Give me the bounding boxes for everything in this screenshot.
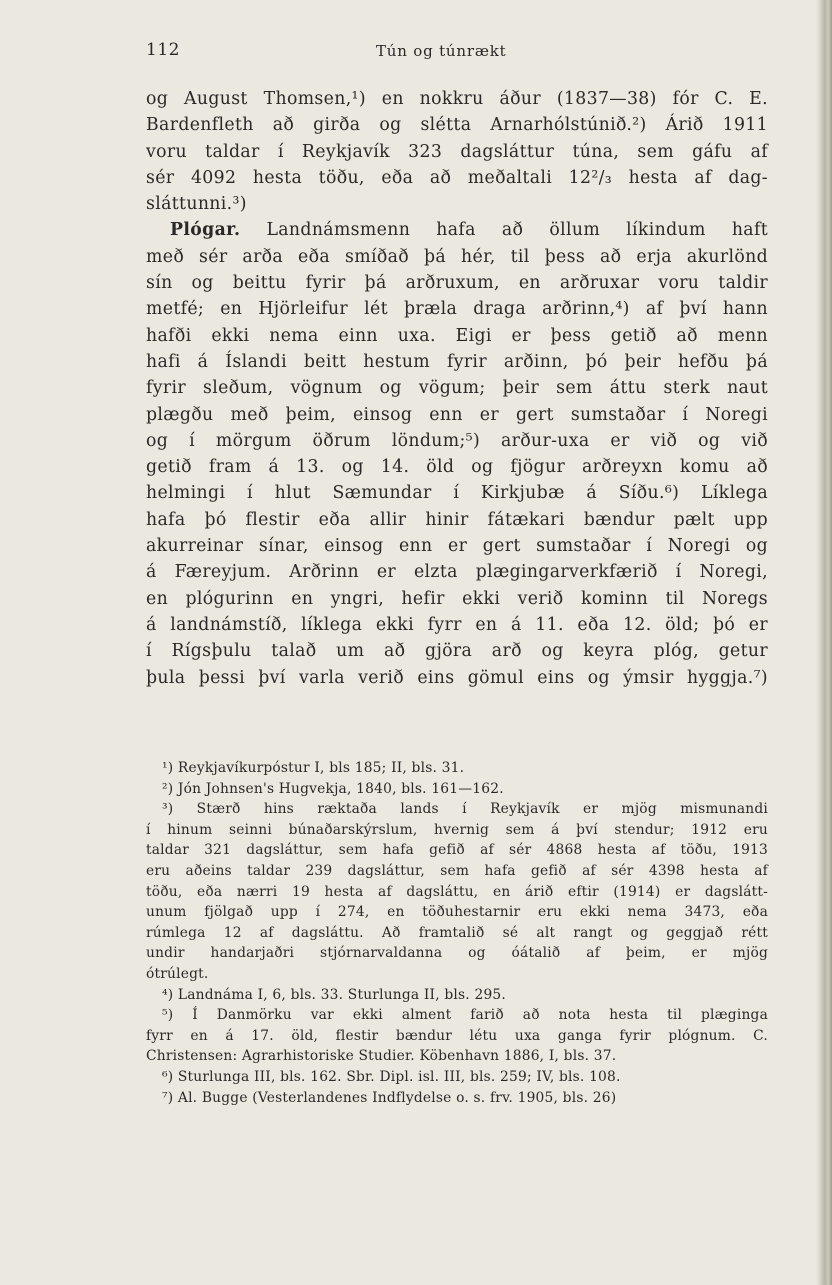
- page-edge: [820, 0, 832, 1285]
- footnote-line: taldar 321 dagsláttur, sem hafa gefið af sér 4868 hesta af töðu, 1913: [146, 842, 768, 859]
- footnote-line: eru aðeins taldar 239 dagsláttur, sem hafa gefið af sér 4398 hesta af: [146, 862, 768, 879]
- body-line: hafi á Íslandi beitt hestum fyrir arðinn, þó þeir hefðu þá: [146, 351, 768, 372]
- body-line: og August Thomsen,¹) en nokkru áður (1837—38) fór C. E.: [146, 89, 768, 109]
- body-line: getið fram á 13. og 14. öld og fjögur arðreyxn komu að: [146, 457, 768, 478]
- footnote-line: fyrr en á 17. öld, flestir bændur létu uxa ganga fyrir plógnum. C.: [146, 1027, 768, 1044]
- body-line: fyrir sleðum, vögnum og vögum; þeir sem áttu sterk naut: [146, 378, 768, 399]
- footnote-line: ¹) Reykjavíkurpóstur I, bls 185; II, bls. 31.: [162, 760, 465, 776]
- section-lead-word: Plógar.: [170, 220, 241, 241]
- page-header: [146, 40, 762, 66]
- body-line: í Rígsþulu talað um að gjöra arð og keyra plóg, getur: [146, 641, 768, 662]
- footnote-line: ²) Jón Johnsen's Hugvekja, 1840, bls. 161—162.: [162, 780, 504, 797]
- footnote-line: í hinum seinni búnaðarskýrslum, hvernig sem á því stendur; 1912 eru: [146, 821, 768, 838]
- body-text: [146, 86, 768, 691]
- footnote-line: Christensen: Agrarhistoriske Studier. Köbenhavn 1886, I, bls. 37.: [146, 1048, 617, 1065]
- body-line: helmingi í hlut Sæmundar í Kirkjubæ á Síðu.⁶) Líklega: [146, 483, 768, 504]
- body-line: hafa þó flestir eða allir hinir fátækari bændur pælt upp: [146, 509, 768, 530]
- body-line: þula þessi því varla verið eins gömul eins og ýmsir hyggja.⁷): [146, 667, 768, 688]
- body-line: akurreinar sínar, einsog enn er gert sumstaðar í Noregi og: [146, 536, 768, 557]
- footnote-line: ⁵) Í Danmörku var ekki alment farið að nota hesta til plæginga: [162, 1007, 768, 1024]
- body-line: á Færeyjum. Arðrinn er elzta plægingarverkfærið í Noregi,: [146, 562, 768, 583]
- body-line: plægðu með þeim, einsog enn er gert sumstaðar í Noregi: [146, 404, 768, 425]
- footnote-line: töðu, eða nærri 19 hesta af dagsláttu, en árið eftir (1914) er dagslátt-: [146, 883, 768, 900]
- body-line: sláttunni.³): [146, 194, 247, 215]
- footnote-line: ³) Stærð hins ræktaða lands í Reykjavík er mjög mismunandi: [162, 801, 768, 818]
- footnote-line: ótrúlegt.: [146, 965, 209, 982]
- body-line: sér 4092 hesta töðu, eða að meðaltali 12²/₃ hesta af dag-: [146, 167, 768, 188]
- body-line: en plógurinn en yngri, hefir ekki verið kominn til Noregs: [146, 588, 768, 609]
- body-line: metfé; en Hjörleifur lét þræla draga arðrinn,⁴) af því hann: [146, 299, 768, 320]
- body-line: Bardenfleth að girða og slétta Arnarhólstúnið.²) Árið 1911: [146, 115, 768, 136]
- page-number: 112: [146, 40, 180, 60]
- section-lead-line: Plógar. Landnámsmenn hafa að öllum líkindum haft: [170, 220, 768, 241]
- footnote-line: unum fjölgað upp í 274, en töðuhestarnir eru ekki nema 3473, eða: [146, 904, 768, 921]
- body-line: voru taldar í Reykjavík 323 dagsláttur túna, sem gáfu af: [146, 141, 768, 162]
- footnote-line: ⁴) Landnáma I, 6, bls. 33. Sturlunga II, bls. 295.: [162, 986, 506, 1003]
- footnote-line: undir handarjaðri stjórnarvaldanna og óátalið af þeim, er mjög: [146, 945, 768, 962]
- body-line: og í mörgum öðrum löndum;⁵) arður-uxa er við og við: [146, 430, 768, 451]
- body-line: á landnámstíð, líklega ekki fyrr en á 11. eða 12. öld; þó er: [146, 614, 768, 635]
- footnote-line: rúmlega 12 af dagsláttu. Að framtalið sé alt rangt og geggjað rétt: [146, 924, 768, 941]
- running-head: Tún og túnrækt: [376, 42, 507, 60]
- footnote-line: ⁶) Sturlunga III, bls. 162. Sbr. Dipl. isl. III, bls. 259; IV, bls. 108.: [162, 1068, 621, 1085]
- footnote-line: ⁷) Al. Bugge (Vesterlandenes Indflydelse o. s. frv. 1905, bls. 26): [162, 1089, 617, 1106]
- body-line: hafði ekki nema einn uxa. Eigi er þess getið að menn: [146, 325, 768, 346]
- body-line: sín og beittu fyrir þá arðruxum, en arðruxar voru taldir: [146, 273, 768, 294]
- body-line: með sér arða eða smíðað þá hér, til þess að erja akurlönd: [146, 246, 768, 267]
- footnotes: [146, 758, 768, 1108]
